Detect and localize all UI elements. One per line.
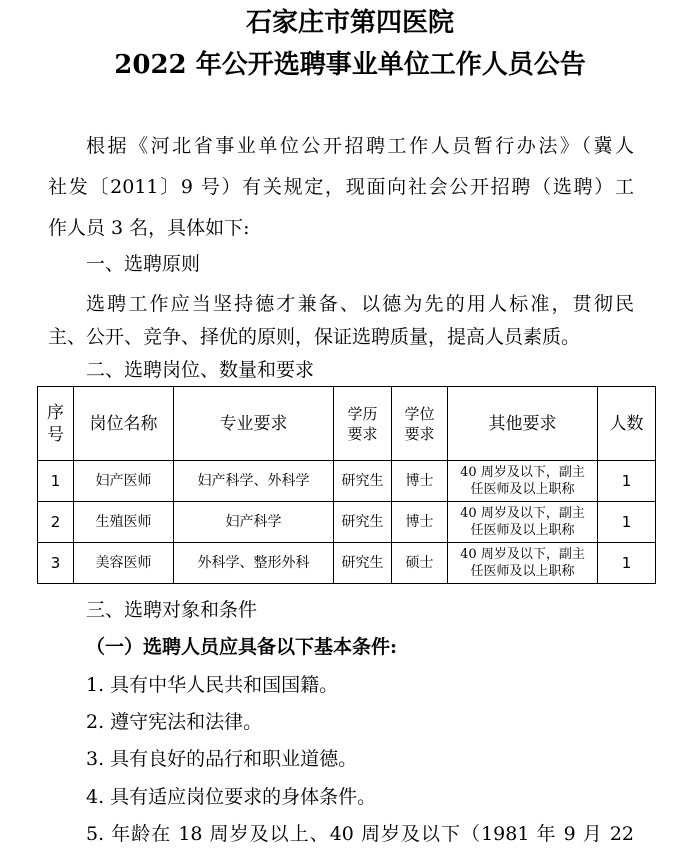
- condition-item-4: 4. 具有适应岗位要求的身体条件。: [86, 786, 377, 808]
- cell-count: 1: [598, 543, 656, 584]
- condition-item-2: 2. 遵守宪法和法律。: [86, 711, 263, 733]
- table-row: [38, 502, 656, 543]
- cell-degree: 硕士: [392, 543, 448, 584]
- table-header-row: [38, 387, 656, 461]
- cell-post-name: 生殖医师: [74, 502, 174, 543]
- header-post-name: 岗位名称: [74, 387, 174, 461]
- cell-other: 40 周岁及以下，副主 任医师及以上职称: [448, 502, 598, 543]
- cell-major: 妇产科学: [174, 502, 334, 543]
- section-1-heading: 一、选聘原则: [86, 253, 201, 275]
- cell-degree: 博士: [392, 502, 448, 543]
- cell-other: 40 周岁及以下，副主 任医师及以上职称: [448, 543, 598, 584]
- table-row: [38, 543, 656, 584]
- header-count: 人数: [598, 387, 656, 461]
- section-1-line-1: 选聘工作应当坚持德才兼备、以德为先的用人标准，贯彻民: [86, 293, 634, 315]
- cell-degree: 博士: [392, 461, 448, 502]
- cell-education: 研究生: [334, 461, 392, 502]
- intro-line-2: 社发〔2011〕9 号）有关规定，现面向社会公开招聘（选聘）工: [48, 176, 634, 198]
- document-title-announcement: 2022 年公开选聘事业单位工作人员公告: [114, 50, 586, 80]
- cell-other: 40 周岁及以下，副主 任医师及以上职称: [448, 461, 598, 502]
- condition-item-5: 5. 年龄在 18 周岁及以上、40 周岁及以下（1981 年 9 月 22: [86, 823, 634, 845]
- table-row: [38, 461, 656, 502]
- condition-item-1: 1. 具有中华人民共和国国籍。: [86, 674, 339, 696]
- header-education: 学历 要求: [334, 387, 392, 461]
- cell-major: 妇产科学、外科学: [174, 461, 334, 502]
- positions-table: [37, 386, 656, 584]
- header-other: 其他要求: [448, 387, 598, 461]
- cell-education: 研究生: [334, 543, 392, 584]
- cell-education: 研究生: [334, 502, 392, 543]
- cell-major: 外科学、整形外科: [174, 543, 334, 584]
- header-seq: 序 号: [38, 387, 74, 461]
- cell-seq: 2: [38, 502, 74, 543]
- cell-count: 1: [598, 461, 656, 502]
- header-degree: 学位 要求: [392, 387, 448, 461]
- cell-count: 1: [598, 502, 656, 543]
- cell-seq: 1: [38, 461, 74, 502]
- section-2-heading: 二、选聘岗位、数量和要求: [86, 359, 315, 381]
- section-1-line-2: 主、公开、竞争、择优的原则，保证选聘质量，提高人员素质。: [48, 326, 581, 348]
- section-3-subheading: （一）选聘人员应具备以下基本条件:: [86, 636, 398, 658]
- document-title-org: 石家庄市第四医院: [245, 8, 454, 38]
- cell-post-name: 妇产医师: [74, 461, 174, 502]
- cell-seq: 3: [38, 543, 74, 584]
- intro-line-3: 作人员 3 名，具体如下:: [48, 217, 250, 239]
- header-major: 专业要求: [174, 387, 334, 461]
- cell-post-name: 美容医师: [74, 543, 174, 584]
- section-3-heading: 三、选聘对象和条件: [86, 599, 258, 621]
- condition-item-3: 3. 具有良好的品行和职业道德。: [86, 748, 358, 770]
- intro-line-1: 根据《河北省事业单位公开招聘工作人员暂行办法》（冀人: [86, 135, 634, 157]
